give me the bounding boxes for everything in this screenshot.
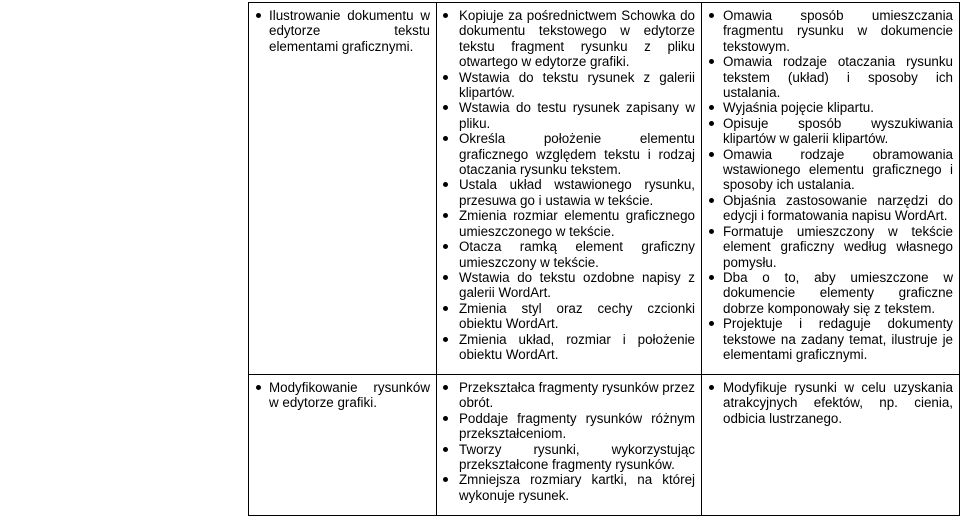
table-row xyxy=(249,375,960,516)
list-item xyxy=(443,411,695,442)
bullet-icon xyxy=(443,136,448,141)
bullet-icon xyxy=(709,121,714,126)
list-item-text: Otacza ramką element graficzny umieszczony w tekście. xyxy=(459,239,695,270)
bullet-icon xyxy=(709,152,714,157)
list-item-text: Zmienia styl oraz cechy czcionki obiektu WordArt. xyxy=(459,300,695,332)
list-item-text: Omawia sposób umieszczania fragmentu rysunku w dokumencie tekstowym. xyxy=(723,8,953,54)
bullet-icon xyxy=(256,13,261,18)
list-item xyxy=(708,116,953,147)
bullet-icon xyxy=(709,59,714,64)
list-item-text: Kopiuje za pośrednictwem Schowka do dokumentu tekstowego w edytorze tekstu fragment rysunku z pliku otwartego w edytorze grafiki. xyxy=(459,8,695,70)
list-item xyxy=(443,301,695,332)
list-item xyxy=(708,380,953,426)
list-item xyxy=(443,472,695,503)
list-item xyxy=(443,332,695,363)
bullet-icon xyxy=(443,306,448,311)
list-item-text: Omawia rodzaje otaczania rysunku tekstem (układ) i sposoby ich ustalania. xyxy=(723,54,953,101)
skills-list xyxy=(443,380,695,503)
curriculum-table xyxy=(248,2,960,516)
list-item-text: Modyfikuje rysunki w celu uzyskania atrakcyjnych efektów, np. cienia, odbicia lustrzanego. xyxy=(723,380,953,426)
list-item-text: Opisuje sposób wyszukiwania klipartów w galerii klipartów. xyxy=(723,115,953,147)
bullet-icon xyxy=(256,385,261,390)
list-item-text: Projektuje i redaguje dokumenty tekstowe na zadany temat, ilustruje je elementami graficznymi. xyxy=(723,316,953,362)
list-item-text: Zmienia rozmiar elementu graficznego umieszczonego w tekście. xyxy=(459,208,695,239)
list-item-text: Objaśnia zastosowanie narzędzi do edycji i formatowania napisu WordArt. xyxy=(723,192,953,224)
skills-cell xyxy=(437,3,702,375)
bullet-icon xyxy=(709,229,714,234)
list-item xyxy=(443,70,695,101)
list-item-text: Wstawia do testu rysunek zapisany w pliku. xyxy=(459,100,695,131)
list-item-text: Modyfikowanie rysunków w edytorze grafiki. xyxy=(269,380,430,411)
advanced-skills-list xyxy=(708,8,953,362)
list-item xyxy=(255,8,430,54)
table-row xyxy=(249,3,960,375)
list-item-text: Przekształca fragmenty rysunków przez obrót. xyxy=(459,380,695,411)
list-item xyxy=(443,208,695,239)
list-item-text: Wstawia do tekstu ozdobne napisy z galerii WordArt. xyxy=(459,269,695,301)
list-item-text: Zmienia układ, rozmiar i położenie obiektu WordArt. xyxy=(459,331,695,362)
list-item xyxy=(443,131,695,177)
bullet-icon xyxy=(709,275,714,280)
list-item-text: Określa położenie elementu graficznego względem tekstu i rodzaj otaczania rysunku tekstem. xyxy=(459,131,695,178)
list-item xyxy=(443,100,695,131)
bullet-icon xyxy=(709,105,714,110)
skills-cell xyxy=(437,375,702,516)
list-item xyxy=(708,316,953,362)
bullet-icon xyxy=(443,105,448,110)
list-item xyxy=(708,8,953,54)
bullet-icon xyxy=(443,416,448,421)
topic-cell xyxy=(249,375,437,516)
list-item xyxy=(708,100,953,115)
bullet-icon xyxy=(443,385,448,390)
list-item-text: Formatuje umieszczony w tekście element graficzny według własnego pomysłu. xyxy=(723,223,953,270)
bullet-icon xyxy=(443,244,448,249)
list-item xyxy=(708,224,953,270)
list-item-text: Ilustrowanie dokumentu w edytorze tekstu elementami graficznymi. xyxy=(269,8,430,54)
bullet-icon xyxy=(443,337,448,342)
advanced-skills-list xyxy=(708,380,953,426)
bullet-icon xyxy=(443,182,448,187)
bullet-icon xyxy=(443,13,448,18)
list-item-text: Zmniejsza rozmiary kartki, na której wykonuje rysunek. xyxy=(459,472,695,503)
bullet-icon xyxy=(709,13,714,18)
bullet-icon xyxy=(443,477,448,482)
topic-cell xyxy=(249,3,437,375)
list-item xyxy=(443,270,695,301)
list-item xyxy=(708,147,953,193)
list-item xyxy=(443,177,695,208)
list-item-text: Dba o to, aby umieszczone w dokumencie elementy graficzne dobrze komponowały się z tekstem. xyxy=(723,269,953,316)
list-item xyxy=(443,442,695,473)
bullet-icon xyxy=(709,385,714,390)
list-item xyxy=(708,54,953,100)
list-item-text: Omawia rodzaje obramowania wstawionego elementu graficznego i sposoby ich ustalania. xyxy=(723,146,953,193)
bullet-icon xyxy=(709,198,714,203)
skills-list xyxy=(443,8,695,362)
list-item xyxy=(255,380,430,411)
bullet-icon xyxy=(443,75,448,80)
list-item-text: Wstawia do tekstu rysunek z galerii klipartów. xyxy=(459,69,695,101)
list-item-text: Wyjaśnia pojęcie klipartu. xyxy=(723,100,874,116)
list-item xyxy=(443,239,695,270)
list-item-text: Ustala układ wstawionego rysunku, przesuwa go i ustawia w tekście. xyxy=(459,177,695,208)
advanced-skills-cell xyxy=(702,375,960,516)
list-item xyxy=(708,270,953,316)
bullet-icon xyxy=(443,275,448,280)
list-item xyxy=(443,380,695,411)
bullet-icon xyxy=(443,213,448,218)
list-item-text: Poddaje fragmenty rysunków różnym przekształceniom. xyxy=(459,410,695,442)
bullet-icon xyxy=(443,447,448,452)
topic-list xyxy=(255,380,430,411)
bullet-icon xyxy=(709,321,714,326)
topic-list xyxy=(255,8,430,54)
advanced-skills-cell xyxy=(702,3,960,375)
list-item xyxy=(443,8,695,70)
list-item xyxy=(708,193,953,224)
list-item-text: Tworzy rysunki, wykorzystując przekształcone fragmenty rysunków. xyxy=(459,441,695,473)
